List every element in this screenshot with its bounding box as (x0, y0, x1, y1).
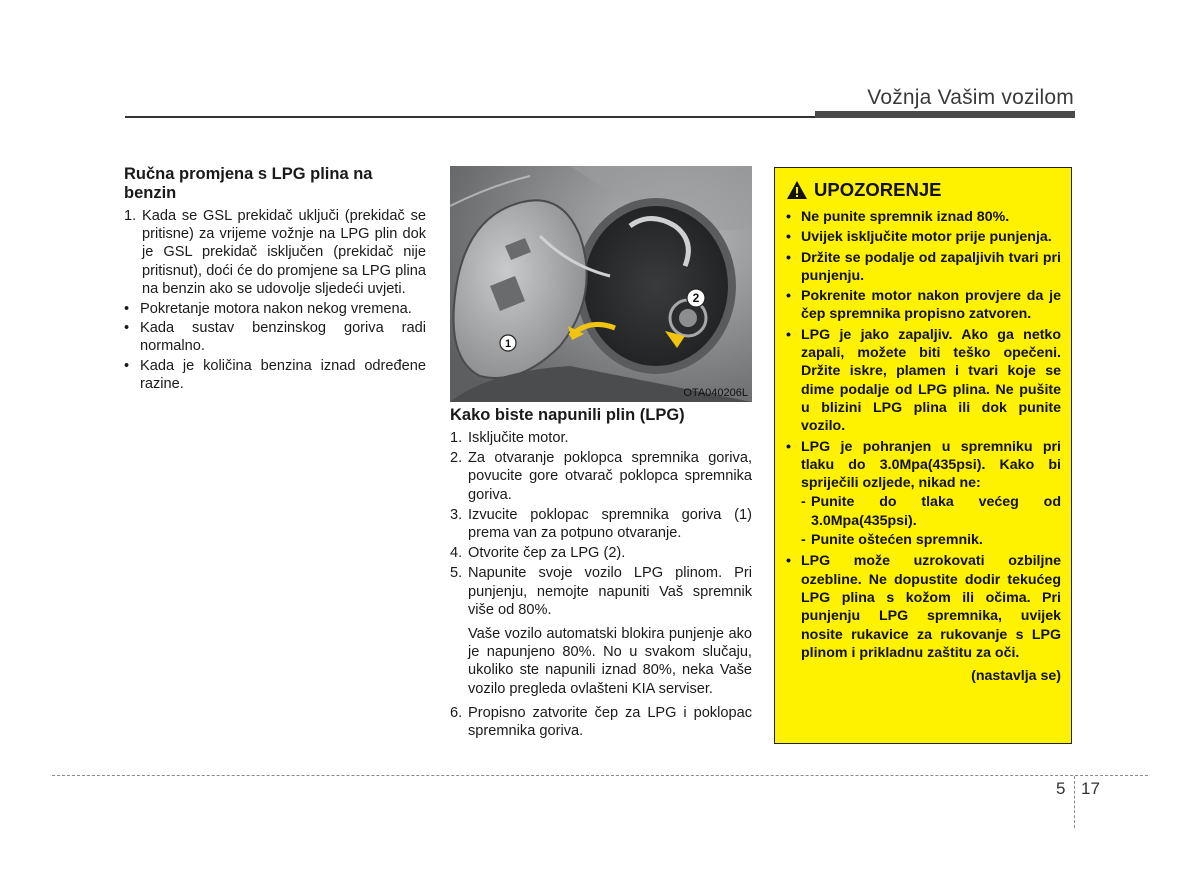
warning-text: Uvijek isključite motor prije punjenja. (801, 229, 1052, 246)
svg-text:1: 1 (504, 338, 512, 350)
list-item (786, 326, 1061, 436)
bullet-text: Pokretanje motora nakon nekog vremena. (140, 301, 412, 318)
list-item (786, 552, 1061, 662)
warning-title: UPOZORENJE (814, 178, 942, 200)
bullet-icon: • (786, 229, 791, 246)
bullet-text: Kada je količina benzina iznad određene razine. (140, 357, 426, 392)
list-item (124, 357, 426, 393)
list-item (450, 544, 752, 562)
middle-column (450, 406, 752, 742)
manual-switch-steps (124, 207, 426, 298)
warning-subitem-text: Punite oštećen spremnik. (811, 532, 983, 549)
figure-code: OTA040206L (683, 387, 748, 399)
warning-subitem (801, 531, 1061, 549)
dash-icon: - (801, 494, 806, 511)
warning-text: Držite se podalje od zapaljivih tvari pri punjenju. (801, 249, 1061, 284)
step-text: Kada se GSL prekidač uključi (prekidač se pritisne) za vrijeme vožnje na LPG plin dok je GSL prekidač isključen (prekidač nije pritisnut), doći će do promjene sa LPG plina na benzin ako se udovolje sljedeći uvjeti. (142, 208, 426, 297)
fuel-door-photo (450, 166, 752, 402)
chapter-number: 5 (1056, 779, 1066, 798)
header-rule-accent (815, 111, 1075, 118)
list-item (450, 564, 752, 701)
step-note: Vaše vozilo automatski blokira punjenje ako je napunjeno 80%. No u svakom slučaju, ukoliko ste napunili iznad 80%, neka Vaše vozilo pregleda ovlašteni KIA serviser. (468, 626, 752, 697)
list-item (786, 438, 1061, 551)
list-item (124, 300, 426, 318)
warning-box (774, 167, 1072, 744)
dash-icon: - (801, 532, 806, 549)
header-rule (125, 116, 815, 118)
list-item (786, 287, 1061, 324)
warning-text-block (801, 438, 1061, 551)
step-number: 1. (124, 208, 137, 224)
bullet-text: Kada sustav benzinskog goriva radi normalno. (140, 320, 426, 355)
step-number: 6. (450, 704, 463, 721)
step-text: Napunite svoje vozilo LPG plinom. Pri punjenju, nemojte napuniti Vaš spremnik više od 80%. (468, 565, 752, 618)
step-number: 3. (450, 506, 463, 523)
step-number: 1. (450, 430, 463, 446)
section-heading-manual-switch: Ručna promjena s LPG plina na benzin (124, 165, 373, 202)
step-number: 4. (450, 545, 463, 562)
bullet-icon: • (786, 438, 791, 455)
list-item (124, 207, 426, 298)
bullet-icon: • (786, 553, 791, 570)
warning-text: LPG je jako zapaljiv. Ako ga netko zapali, možete biti teško opečeni. Držite iskre, plamen i tvari koje se dime podalje od LPG plina. Ne pušite u blizini LPG plina ili dok punite vozilo. (801, 326, 1061, 435)
step-number: 5. (450, 565, 463, 582)
left-column (124, 165, 426, 394)
list-item (450, 429, 752, 447)
step-text-block (468, 564, 752, 701)
step-number: 2. (450, 450, 463, 467)
bullet-icon: • (786, 249, 791, 266)
list-item (450, 704, 752, 740)
warning-triangle-icon (786, 180, 808, 200)
condition-bullets (124, 300, 426, 393)
step-text: Propisno zatvorite čep za LPG i poklopac spremnika goriva. (468, 704, 752, 740)
warning-text: Pokrenite motor nakon provjere da je čep spremnika propisno zatvoren. (801, 288, 1061, 323)
warning-list (786, 208, 1061, 662)
step-text: Za otvaranje poklopca spremnika goriva, povucite gore otvarač poklopca spremnika goriva. (468, 450, 752, 503)
footer-page-divider (1074, 776, 1075, 828)
svg-text:2: 2 (692, 291, 700, 305)
section-heading-refuel-lpg: Kako biste napunili plin (LPG) (450, 406, 685, 424)
callout-1-icon (499, 334, 517, 352)
page-header-title: Vožnja Vašim vozilom (867, 86, 1074, 109)
list-item (124, 319, 426, 355)
warning-subitem-text: Punite do tlaka većeg od 3.0Mpa(435psi). (811, 494, 1061, 529)
warning-text: Ne punite spremnik iznad 80%. (801, 209, 1010, 225)
bullet-icon: • (786, 209, 791, 225)
warning-heading (786, 180, 1061, 200)
bullet-icon: • (124, 320, 130, 337)
step-text: Otvorite čep za LPG (2). (468, 545, 626, 562)
step-text: Isključite motor. (468, 430, 569, 446)
bullet-icon: • (124, 301, 130, 318)
bullet-icon: • (124, 357, 130, 374)
warning-text: LPG je pohranjen u spremniku pri tlaku do 3.0Mpa(435psi). Kako bi spriječili ozljede, nikad ne: (801, 438, 1061, 492)
refuel-steps (450, 429, 752, 740)
bullet-icon: • (786, 326, 791, 343)
bullet-icon: • (786, 288, 791, 305)
step-text: Izvucite poklopac spremnika goriva (1) prema van za potpuno otvaranje. (468, 506, 752, 542)
page-number: 17 (1081, 779, 1100, 798)
warning-subitem (801, 493, 1061, 530)
continued-note: (nastavlja se) (971, 668, 1061, 685)
list-item (786, 208, 1061, 226)
footer-divider (52, 775, 1148, 776)
callout-2-icon (686, 288, 706, 308)
list-item (786, 249, 1061, 286)
list-item (450, 506, 752, 542)
fuel-door-illustration (450, 166, 752, 402)
list-item (450, 449, 752, 504)
list-item (786, 228, 1061, 246)
warning-text: LPG može uzrokovati ozbiljne ozebline. Ne dopustite dodir tekućeg LPG plina s kožom ili očima. Pri punjenju LPG spremnika, uvijek nosite rukavice za rukovanje s LPG plinom i prikladnu zaštitu za oči. (801, 553, 1061, 661)
